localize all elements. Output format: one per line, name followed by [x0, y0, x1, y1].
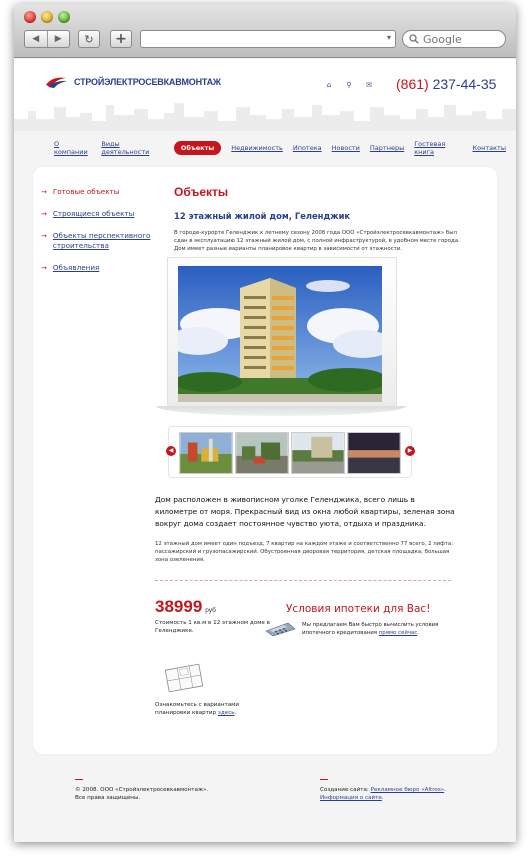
mortgage-body: [264, 621, 464, 637]
chevron-down-icon: ▾: [386, 33, 391, 42]
info-line: Информация о сайте.: [320, 795, 384, 801]
sidebar-item-label: Объявления: [52, 263, 100, 272]
mortgage-block: [264, 603, 464, 636]
sidebar-item-building[interactable]: [41, 209, 161, 219]
lead-paragraph: Дом расположен в живописном уголке Геленджика, всего лишь в километре от моря. Прекрасный вид из окна любой квартиры, зеленая зона вокруг дома создает постоянное чувство уюта, отдыха и праздника.: [155, 495, 455, 528]
nav-news[interactable]: Новости: [331, 144, 360, 152]
credits-line: Создание сайта: Рекламное бюро «Altros».: [320, 787, 446, 793]
search-icon[interactable]: ⚲: [346, 81, 352, 89]
site-header: [14, 59, 516, 129]
nav-activities[interactable]: Виды деятельности: [101, 140, 150, 156]
footer-mark: [75, 779, 83, 780]
mortgage-text-body: Мы предлагаем Вам быстро вычислить условия ипотечного кредитования: [302, 622, 439, 636]
header-icons: [324, 81, 374, 89]
gallery-next-icon[interactable]: ▶: [405, 446, 415, 456]
back-button[interactable]: ◀: [32, 34, 40, 44]
sidebar-item-prospective[interactable]: [41, 231, 161, 251]
plans-link[interactable]: здесь: [217, 710, 235, 716]
nav-objects[interactable]: Объекты: [174, 141, 221, 155]
nav-about[interactable]: О компании: [54, 140, 88, 156]
details-paragraph: 12 этажный дом имеет один подъезд, 7 квартир на каждом этаже и соответственно 77 всего, 2 лифта: пассажирский и грузопасажирский. Обустроенная дворовая территория, детская площадка, большая зона озеленения.: [155, 541, 454, 563]
search-input[interactable]: [423, 33, 489, 46]
search-field[interactable]: [402, 30, 506, 48]
close-window-button[interactable]: [24, 11, 36, 23]
price-note: Стоимость 1 кв.м в 12 этажном доме в Геленджике.: [155, 620, 270, 634]
mortgage-calc-link[interactable]: прямо сейчас: [378, 630, 418, 636]
address-bar[interactable]: [140, 30, 396, 48]
plans-text: Ознакомьтесь с вариантами планировки квартир здесь.: [155, 702, 240, 716]
main-column: [174, 185, 474, 253]
arrow-right-icon: →: [41, 232, 47, 240]
phone-code: (861): [396, 76, 429, 92]
creator-link[interactable]: Рекламное бюро «Altros»: [370, 787, 445, 793]
page-title: Объекты: [174, 185, 229, 199]
footer-credits: [320, 779, 446, 802]
arrow-right-icon: →: [41, 210, 47, 218]
arrow-right-icon: →: [41, 188, 47, 196]
sidebar-item-ready[interactable]: [41, 187, 161, 197]
calculator-icon[interactable]: [264, 621, 296, 637]
back-forward-buttons: [24, 30, 70, 48]
footer-mark: [320, 779, 328, 780]
minimize-window-button[interactable]: [41, 11, 53, 23]
copyright-line-1: © 2008. ООО «Стройэлектросевкавмонтаж».: [75, 787, 209, 793]
main-photo-frame: [167, 257, 397, 407]
plans-block: [155, 663, 265, 717]
nav-guestbook[interactable]: Гостевая книга: [414, 140, 446, 156]
thumbnail-4[interactable]: [347, 432, 401, 474]
mortgage-text: Мы предлагаем Вам быстро вычислить условия ипотечного кредитования прямо сейчас.: [302, 622, 439, 636]
page-content: [14, 59, 516, 842]
logo-text: СТРОЙЭЛЕКТРОСЕВКАВМОНТАЖ: [74, 77, 221, 87]
nav-realty[interactable]: Недвижимость: [231, 144, 283, 152]
site-info-link[interactable]: Информация о сайте: [320, 795, 382, 801]
object-title: 12 этажный жилой дом, Геленджик: [174, 211, 351, 221]
created-label: Создание сайта:: [320, 787, 369, 793]
dashed-divider: [155, 580, 451, 581]
forward-button[interactable]: ▶: [54, 34, 62, 44]
building-photo[interactable]: [178, 266, 382, 402]
price-unit: руб: [205, 607, 216, 614]
search-icon: [409, 34, 419, 44]
skyline-decoration: [14, 101, 516, 131]
mortgage-title: Условия ипотеки для Вас!: [286, 603, 431, 615]
mail-icon[interactable]: ✉: [366, 81, 372, 89]
footer-copyright: [75, 779, 208, 802]
browser-window: [14, 4, 516, 842]
nav-mortgage[interactable]: Ипотека: [292, 144, 322, 152]
main-navigation: [54, 140, 516, 156]
phone-number: [396, 76, 496, 92]
price-number: 38999: [155, 597, 203, 616]
sidebar-item-label: Строящиеся объекты: [52, 209, 135, 218]
home-icon[interactable]: ⌂: [326, 81, 332, 89]
thumbnail-gallery: [168, 426, 412, 478]
logo-emblem-icon: [44, 75, 68, 89]
gallery-prev-icon[interactable]: ◀: [166, 446, 176, 456]
plans-text-body: Ознакомьтесь с вариантами планировки квартир: [155, 702, 240, 716]
sidebar-item-announcements[interactable]: [41, 263, 161, 273]
thumbnail-1[interactable]: [179, 432, 233, 474]
sidebar-item-label: Готовые объекты: [52, 187, 120, 196]
site-logo[interactable]: [44, 75, 221, 89]
thumbnail-3[interactable]: [291, 432, 345, 474]
reload-button[interactable]: ↻: [78, 30, 100, 48]
thumbnail-2[interactable]: [235, 432, 289, 474]
sidebar-item-label: Объекты перспективного строительства: [52, 231, 151, 250]
browser-toolbar: [14, 4, 516, 58]
arrow-right-icon: →: [41, 264, 47, 272]
nav-partners[interactable]: Партнеры: [369, 144, 405, 152]
copyright-line-2: Все права защищены.: [75, 795, 141, 801]
zoom-window-button[interactable]: [58, 11, 70, 23]
phone-digits: 237-44-35: [432, 76, 497, 92]
nav-contacts[interactable]: Контакты: [472, 144, 506, 152]
sidebar-menu: [41, 187, 161, 285]
floor-plan-icon[interactable]: [163, 663, 205, 693]
site-footer: [14, 771, 516, 842]
intro-text: В городе-курорте Геленджик к летнему сезону 2008 года ООО «Стройэлектросевкавмонтаж» был сдан в эксплуатацию 12 этажный жилой дом, с полной инфраструктурой, в удобном месте города. Дом имеет разные варианты планировок квартир в зависимости от этажности.: [174, 230, 460, 252]
add-tab-button[interactable]: +: [110, 30, 132, 48]
